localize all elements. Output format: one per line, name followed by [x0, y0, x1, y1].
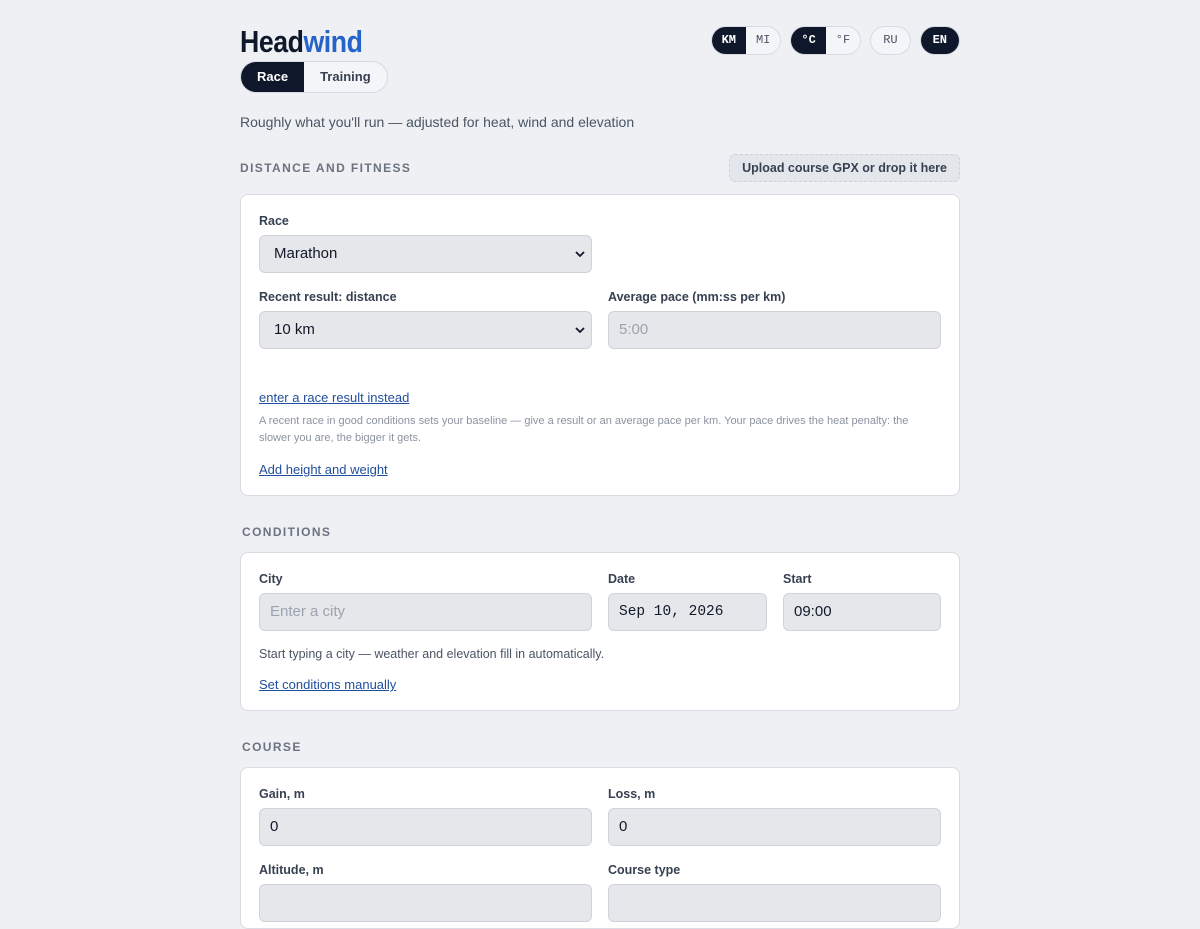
baseline-note: A recent race in good conditions sets your baseline — give a result or an average pace per km. Your pace drives the heat penalty: the slower you are, the bigger it gets. — [259, 415, 909, 444]
lang-en-toggle — [920, 26, 960, 55]
recent-distance-value: 10 km — [274, 321, 315, 338]
recent-distance-select[interactable] — [259, 311, 592, 349]
height-weight-link[interactable]: Add height and weight — [259, 462, 388, 477]
city-input[interactable]: Enter a city — [259, 593, 592, 631]
tab-race[interactable]: Race — [241, 62, 304, 92]
section-heading-distance: DISTANCE AND FITNESS — [240, 161, 412, 175]
date-input[interactable]: Sep 10, 2026 — [608, 593, 767, 631]
race-select-value: Marathon — [274, 245, 338, 262]
loss-input[interactable]: 0 — [608, 808, 941, 846]
city-hint: Start typing a city — weather and elevation fill in automatically. — [259, 647, 605, 661]
logo-part-head: Head — [240, 24, 304, 59]
app-logo — [240, 24, 362, 60]
race-select[interactable] — [259, 235, 592, 273]
units-mi-button[interactable]: MI — [755, 33, 771, 47]
gain-label: Gain, m — [259, 787, 305, 801]
course-type-label: Course type — [608, 863, 681, 877]
temp-fahrenheit-button[interactable]: °F — [835, 33, 851, 47]
pace-label: Average pace (mm:ss per km) — [608, 290, 786, 304]
settings-toggles — [711, 26, 960, 55]
conditions-card — [240, 552, 960, 711]
gain-input[interactable]: 0 — [259, 808, 592, 846]
distance-fitness-card — [240, 194, 960, 496]
date-label: Date — [608, 572, 636, 586]
race-result-link[interactable]: enter a race result instead — [259, 390, 410, 405]
pace-input[interactable]: 5:00 — [608, 311, 941, 349]
units-km-button[interactable]: KM — [712, 27, 746, 54]
city-label: City — [259, 572, 283, 586]
lang-ru-toggle — [870, 26, 910, 55]
logo-part-wind: wind — [303, 24, 363, 59]
temp-celsius-button[interactable]: °C — [791, 27, 825, 54]
altitude-label: Altitude, m — [259, 863, 324, 877]
course-type-select[interactable] — [608, 884, 941, 922]
units-toggle — [711, 26, 782, 55]
mode-tabs — [240, 61, 388, 93]
tab-training[interactable]: Training — [320, 69, 371, 84]
upload-gpx-button[interactable]: Upload course GPX or drop it here — [729, 154, 960, 182]
chevron-down-icon — [575, 249, 585, 259]
altitude-input[interactable] — [259, 884, 592, 922]
loss-label: Loss, m — [608, 787, 656, 801]
section-heading-course: COURSE — [242, 740, 302, 754]
page-subtitle: Roughly what you'll run — adjusted for heat, wind and elevation — [240, 114, 635, 130]
lang-ru-button[interactable]: RU — [883, 33, 898, 47]
race-label: Race — [259, 214, 289, 228]
recent-result-label: Recent result: distance — [259, 290, 397, 304]
course-card — [240, 767, 960, 929]
temperature-toggle — [790, 26, 861, 55]
manual-conditions-link[interactable]: Set conditions manually — [259, 677, 397, 692]
section-heading-conditions: CONDITIONS — [242, 525, 332, 539]
start-label: Start — [783, 572, 812, 586]
start-time-input[interactable]: 09:00 — [783, 593, 941, 631]
chevron-down-icon — [575, 325, 585, 335]
lang-en-button[interactable]: EN — [921, 27, 959, 54]
